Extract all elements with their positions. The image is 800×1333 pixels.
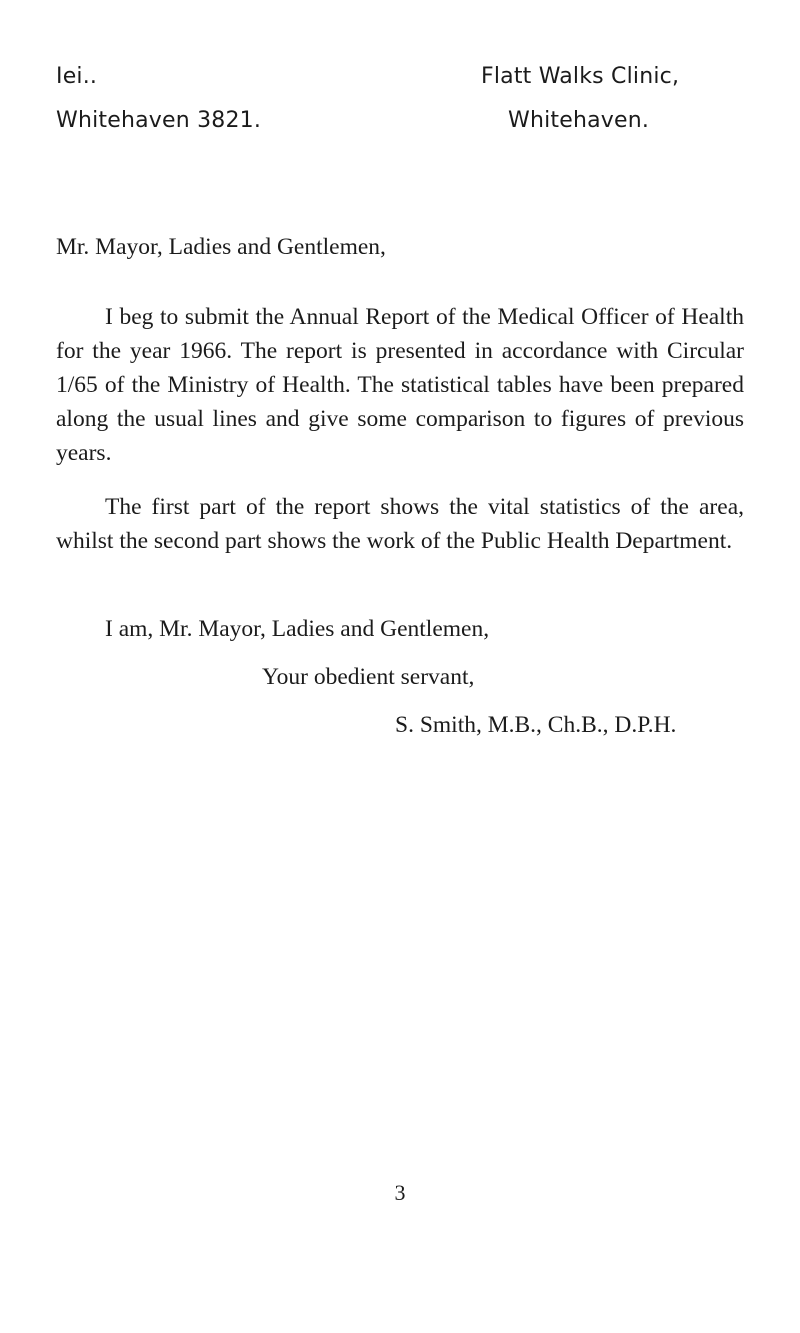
salutation: Mr. Mayor, Ladies and Gentlemen, bbox=[56, 234, 386, 260]
paragraph-contents: The first part of the report shows the vital statistics of the area, whilst the second part shows the work of the Public Health Department. bbox=[56, 494, 744, 554]
telephone-label: Iei.. bbox=[56, 64, 98, 89]
closing-line: I am, Mr. Mayor, Ladies and Gentlemen, bbox=[105, 616, 490, 642]
signature: S. Smith, M.B., Ch.B., D.P.H. bbox=[395, 712, 677, 738]
valediction: Your obedient servant, bbox=[262, 664, 475, 690]
telephone-number: Whitehaven 3821. bbox=[56, 108, 262, 133]
paragraph-intro: I beg to submit the Annual Report of the Medical Officer of Health for the year 1966. The report is presented in accordance with Circular 1/65 of the Ministry of Health. The statistical tables have been prepared along the usual lines and give some comparison to figures of previous years. bbox=[56, 304, 744, 466]
clinic-town: Whitehaven. bbox=[508, 108, 650, 133]
clinic-name: Flatt Walks Clinic, bbox=[481, 64, 680, 89]
page-number: 3 bbox=[394, 1180, 406, 1205]
